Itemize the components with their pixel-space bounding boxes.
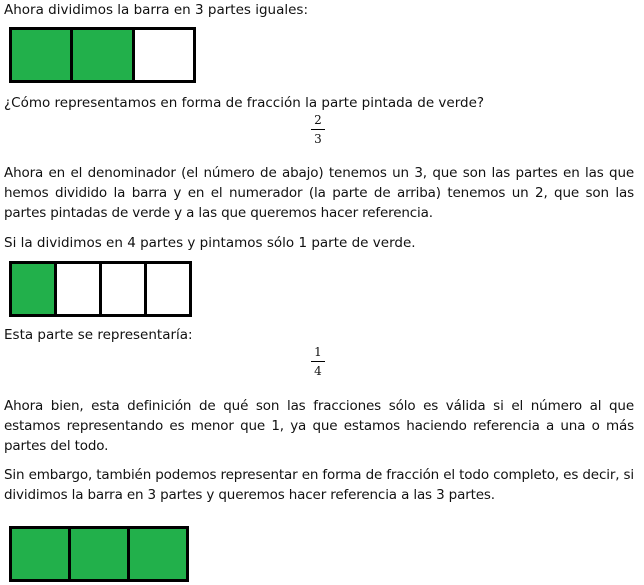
- empty-part: [144, 264, 189, 314]
- fraction-line: [311, 361, 325, 362]
- fraction-bar-whole: [9, 526, 189, 582]
- empty-part: [132, 30, 193, 80]
- empty-part: [99, 264, 144, 314]
- explanation-paragraph: Ahora en el denominador (el número de abajo) tenemos un 3, que son las partes en las que hemos dividido la barra y en el numerador (la parte de arriba) tenemos un 2, que son las partes pintadas de verde y a las que queremos hacer referencia.: [4, 165, 634, 221]
- filled-part: [12, 264, 54, 314]
- fraction-one-quarter: [311, 345, 325, 379]
- fraction-numerator: 1: [314, 345, 322, 359]
- fraction-bar-thirds: [9, 27, 196, 83]
- four-parts-text: Si la dividimos en 4 partes y pintamos sólo 1 parte de verde.: [4, 235, 416, 251]
- intro-text: Ahora dividimos la barra en 3 partes iguales:: [4, 2, 309, 18]
- fraction-numerator: 2: [314, 113, 322, 127]
- fraction-two-thirds: [311, 113, 325, 147]
- fraction-bar-quarters: [9, 261, 192, 317]
- representation-text: Esta parte se representaría:: [4, 327, 193, 343]
- fraction-denominator: 4: [314, 364, 322, 378]
- empty-part: [54, 264, 99, 314]
- filled-part: [12, 30, 70, 80]
- filled-part: [127, 529, 186, 579]
- filled-part: [70, 30, 131, 80]
- question-text: ¿Cómo representamos en forma de fracción la parte pintada de verde?: [4, 95, 485, 111]
- filled-part: [68, 529, 127, 579]
- whole-paragraph: Sin embargo, también podemos representar en forma de fracción el todo completo, es decir, si dividimos la barra en 3 partes y queremos hacer referencia a las 3 partes.: [4, 467, 634, 503]
- fraction-line: [311, 129, 325, 130]
- definition-paragraph: Ahora bien, esta definición de qué son las fracciones sólo es válida si el número al que estamos representando es menor que 1, ya que estamos haciendo referencia a una o más partes del todo.: [4, 398, 634, 454]
- fraction-denominator: 3: [314, 132, 322, 146]
- filled-part: [12, 529, 68, 579]
